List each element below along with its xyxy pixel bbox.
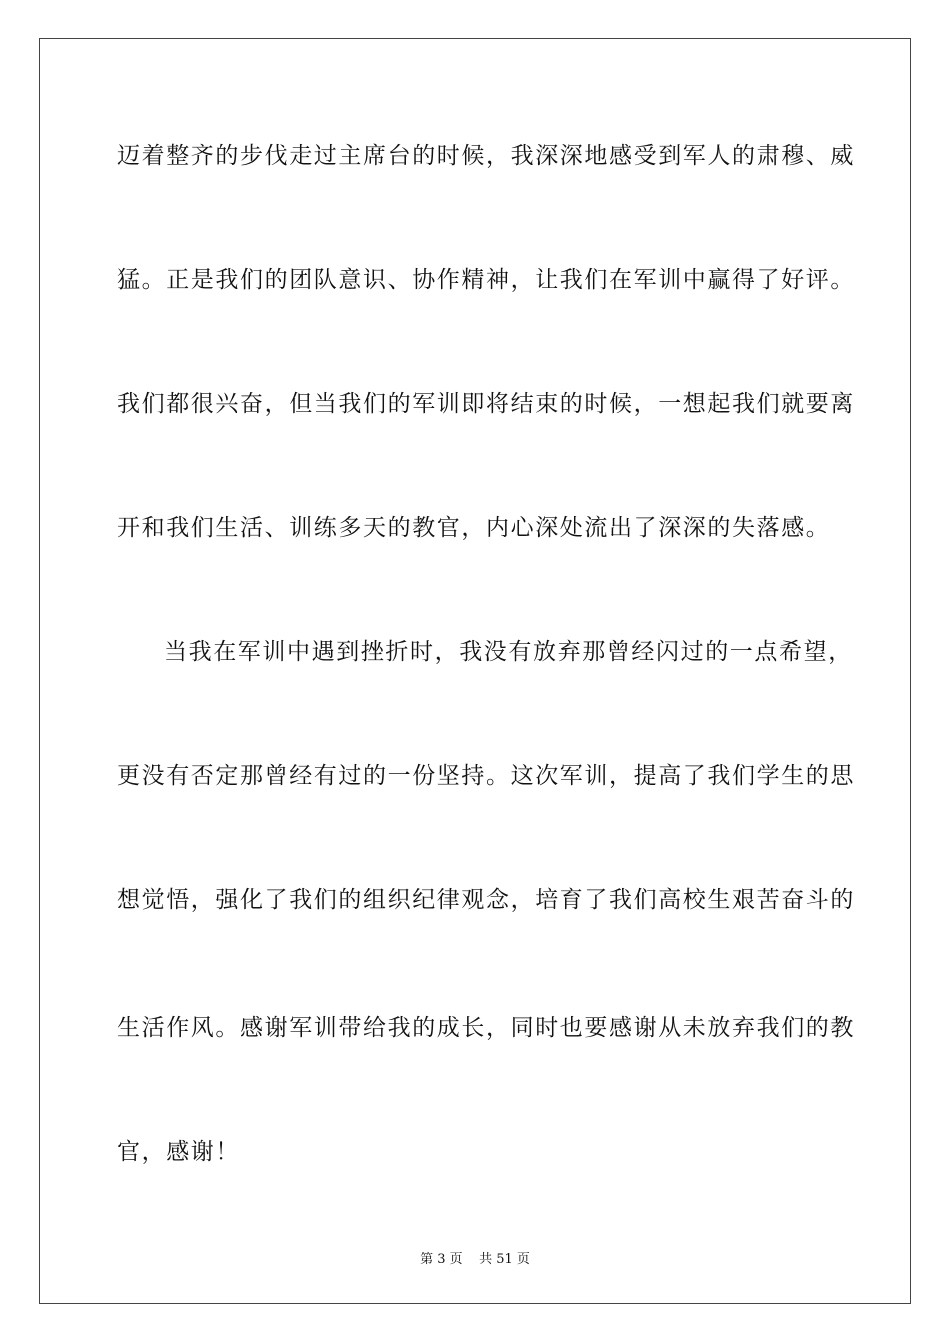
body-text-line-3: 我们都很兴奋，但当我们的军训即将结束的时候，一想起我们就要离 xyxy=(117,391,855,417)
body-text-line-4: 开和我们生活、训练多天的教官，内心深处流出了深深的失落感。 xyxy=(117,515,831,541)
body-text-line-7: 想觉悟，强化了我们的组织纪律观念，培育了我们高校生艰苦奋斗的 xyxy=(117,887,855,913)
body-text-line-6: 更没有否定那曾经有过的一份坚持。这次军训，提高了我们学生的思 xyxy=(117,763,855,789)
body-text-line-5: 当我在军训中遇到挫折时，我没有放弃那曾经闪过的一点希望， xyxy=(164,639,853,665)
body-text-line-2: 猛。正是我们的团队意识、协作精神，让我们在军训中赢得了好评。 xyxy=(117,267,855,293)
body-text-line-8: 生活作风。感谢军训带给我的成长，同时也要感谢从未放弃我们的教 xyxy=(117,1015,855,1041)
body-text-line-1: 迈着整齐的步伐走过主席台的时候，我深深地感受到军人的肃穆、威 xyxy=(117,143,855,169)
body-text-line-9: 官，感谢！ xyxy=(117,1139,240,1165)
page-border xyxy=(39,38,911,1304)
page-number-footer: 第 3 页 共 51 页 xyxy=(420,1252,530,1267)
